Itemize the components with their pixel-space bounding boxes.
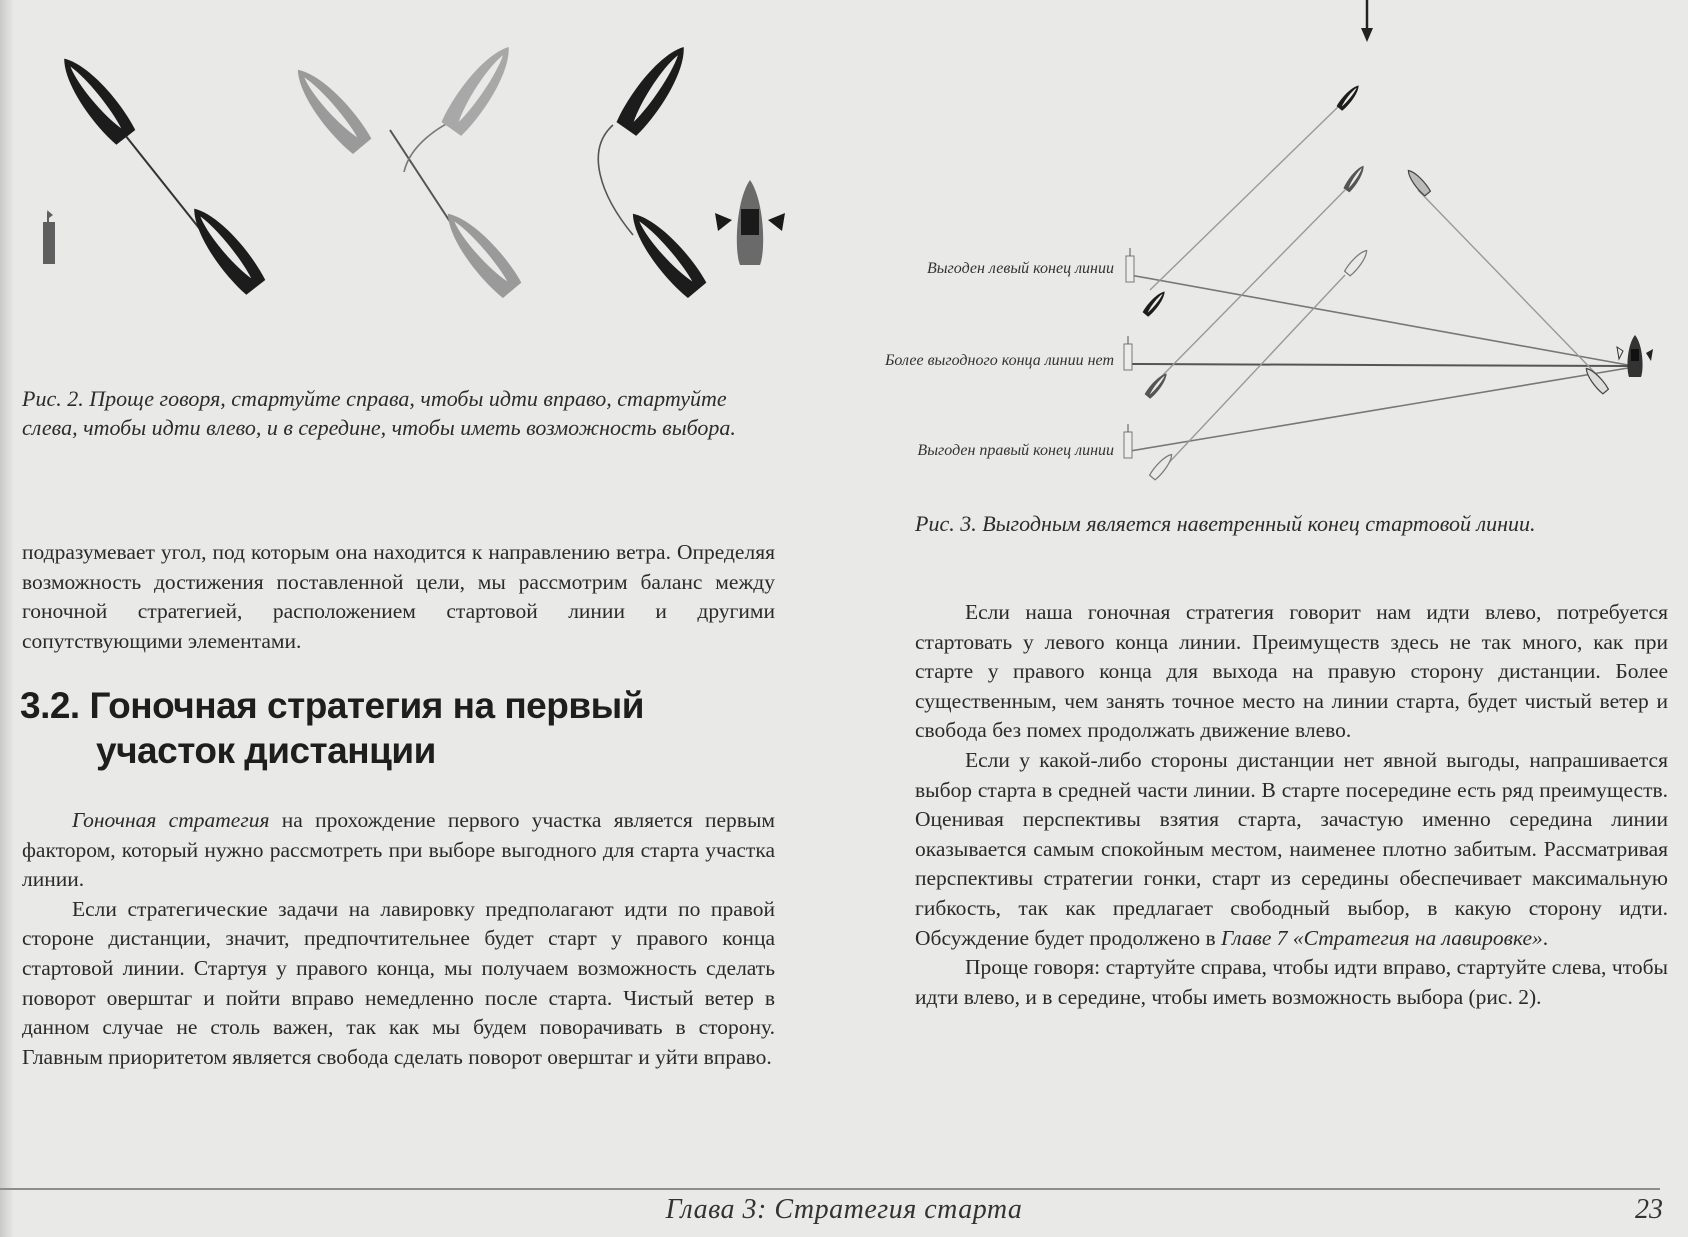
sailboat-icon	[1149, 452, 1175, 481]
left-column-body	[22, 806, 775, 1072]
arrow-down-icon	[1361, 0, 1373, 42]
figure-2-diagram	[43, 38, 785, 300]
chapter-reference: Главе 7 «Стратегия на лавировке»	[1221, 925, 1543, 950]
italic-term: Гоночная стратегия	[72, 808, 270, 832]
page-number: 23	[1635, 1194, 1663, 1225]
running-footer-chapter-title: Глава 3: Стратегия старта	[665, 1194, 1023, 1225]
sailboat-icon	[182, 199, 267, 296]
section-heading-line2: участок дистанции	[96, 730, 436, 771]
intro-paragraph: подразумевает угол, под которым она находится к направлению ветра. Определяя возможность достижения поставленной цели, мы рассмотрим баланс между гоночной стратегией, расположением стартовой линии и другими сопутствующими элементами.	[22, 540, 775, 653]
paragraph-left-side: Если наша гоночная стратегия говорит нам идти влево, потребуется стартовать у левого конца линии. Преимуществ здесь не так много, как при старте у правого конца для выхода на правую сторону дистанции. Более существенным, чем занять точное место на линии старта, будет чистый ветер и свобода без помех продолжать движение влево.	[915, 600, 1668, 743]
section-heading	[20, 683, 780, 773]
sailboat-icon	[1343, 163, 1368, 193]
pin-end-buoy-icon	[1124, 336, 1132, 370]
sailboat-icon	[439, 38, 521, 137]
pin-end-buoy-icon	[43, 210, 55, 264]
pin-end-buoy-icon	[1126, 248, 1134, 282]
sailboat-icon	[286, 60, 373, 156]
sailboat-icon	[1336, 83, 1362, 112]
section-heading-line1: 3.2. Гоночная стратегия на первый	[20, 685, 644, 726]
sailboat-icon	[1344, 248, 1370, 277]
label-right-end-favored: Выгоден правый конец линии	[917, 442, 1114, 459]
pin-end-buoy-icon	[1124, 424, 1132, 458]
sailboat-icon	[1144, 371, 1170, 400]
sailboat-icon	[1405, 168, 1431, 197]
figure-3-diagram	[1124, 0, 1653, 480]
figure-2-caption: Рис. 2. Проще говоря, стартуйте справа, чтобы идти вправо, стартуйте слева, чтобы идти влево, и в середине, чтобы иметь возможность выбора.	[22, 386, 736, 440]
paragraph-right-side: Если стратегические задачи на лавировку предполагают идти по правой стороне дистанции, значит, предпочтительнее будет старт у правого конца стартовой линии. Стартуя у правого конца, мы получаем возможность сделать поворот оверштаг и пойти вправо немедленно после старта. Чистый ветер в данном случае не столь важен, так как мы будем поворачивать в сторону. Главным приоритетом является свобода сделать поворот оверштаг и уйти вправо.	[22, 896, 775, 1069]
paragraph-summary: Проще говоря: стартуйте справа, чтобы идти вправо, стартуйте слева, чтобы идти влево, и в середине, чтобы иметь возможность выбора (рис. 2).	[915, 955, 1668, 1009]
sailboat-icon	[621, 204, 708, 300]
sailboat-icon	[52, 49, 137, 146]
sailboat-icon	[436, 204, 523, 300]
label-left-end-favored: Выгоден левый конец линии	[926, 260, 1114, 277]
sailboat-icon	[1142, 289, 1168, 318]
committee-boat-icon	[1617, 335, 1653, 377]
figure-3-caption: Рис. 3. Выгодным является наветренный конец стартовой линии.	[915, 511, 1536, 536]
committee-boat-icon	[715, 180, 785, 265]
paragraph-middle: Если у какой-либо стороны дистанции нет явной выгоды, напрашивается выбор старта в средней части линии. В старте посередине есть ряд преимуществ. Оценивая перспективы взятия старта, зачастую именно середина линии оказывается самым спокойным местом, наименее плотно забитым. Рассматривая перспективы стратегии гонки, старт из середины обеспечивает максимальную гибкость, так как предлагает свободный выбор, в какую сторону идти. Обсуждение будет продолжено в Главе 7 «Стратегия на лавировке».	[915, 747, 1668, 950]
sailboat-icon	[1583, 366, 1609, 395]
right-column-body	[915, 598, 1668, 1012]
label-no-favored-end: Более выгодного конца линии нет	[884, 352, 1114, 369]
footer-divider	[0, 1188, 1660, 1190]
sailboat-icon	[614, 38, 696, 137]
left-column-intro	[22, 538, 775, 656]
paragraph-racing-strategy: Гоночная стратегия на прохождение первого участка является первым фактором, который нужно рассмотреть при выборе выгодного для старта участка линии.	[22, 808, 775, 892]
